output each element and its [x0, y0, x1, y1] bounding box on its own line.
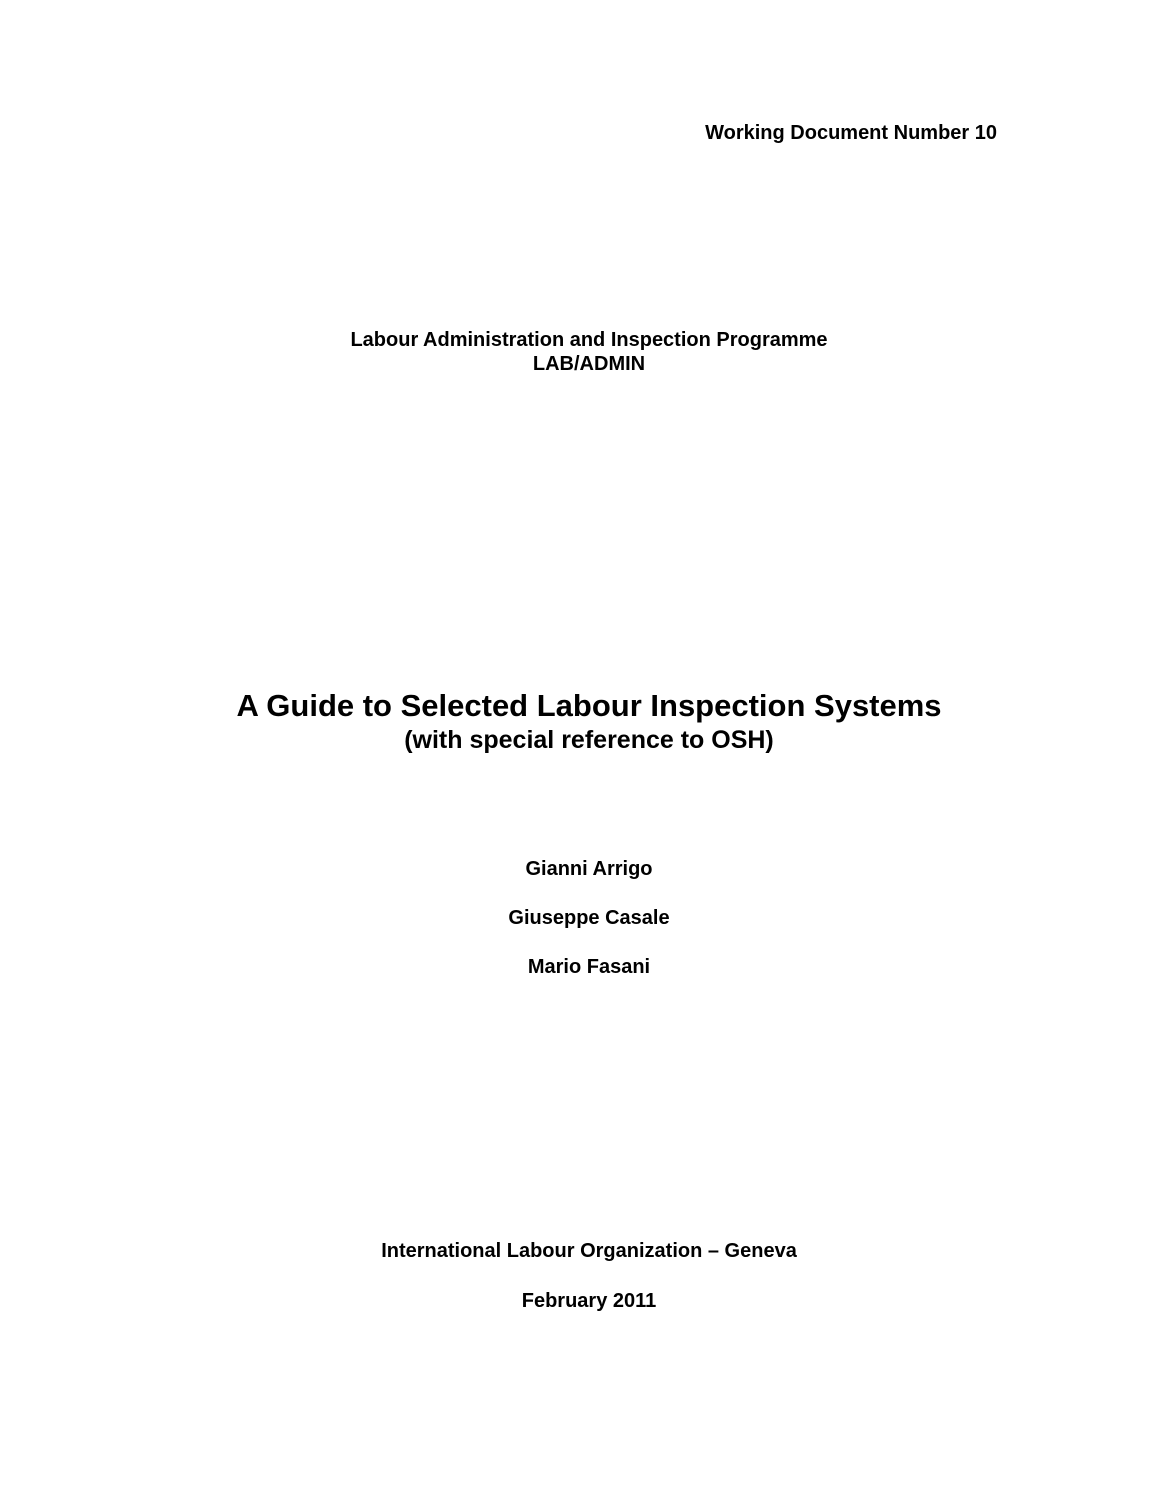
author-name: Gianni Arrigo [525, 858, 653, 880]
author-name: Mario Fasani [527, 956, 651, 978]
working-document-number: Working Document Number 10 [705, 122, 997, 144]
document-subtitle: (with special reference to OSH) [404, 726, 774, 754]
programme-block [0, 328, 1158, 376]
programme-name: Labour Administration and Inspection Programme [350, 329, 828, 351]
programme-code: LAB/ADMIN [532, 353, 646, 375]
author-name: Giuseppe Casale [508, 907, 670, 929]
publication-date: February 2011 [521, 1290, 657, 1312]
publisher-organization: International Labour Organization – Geneva [381, 1240, 797, 1262]
document-title: A Guide to Selected Labour Inspection Systems [236, 688, 942, 723]
